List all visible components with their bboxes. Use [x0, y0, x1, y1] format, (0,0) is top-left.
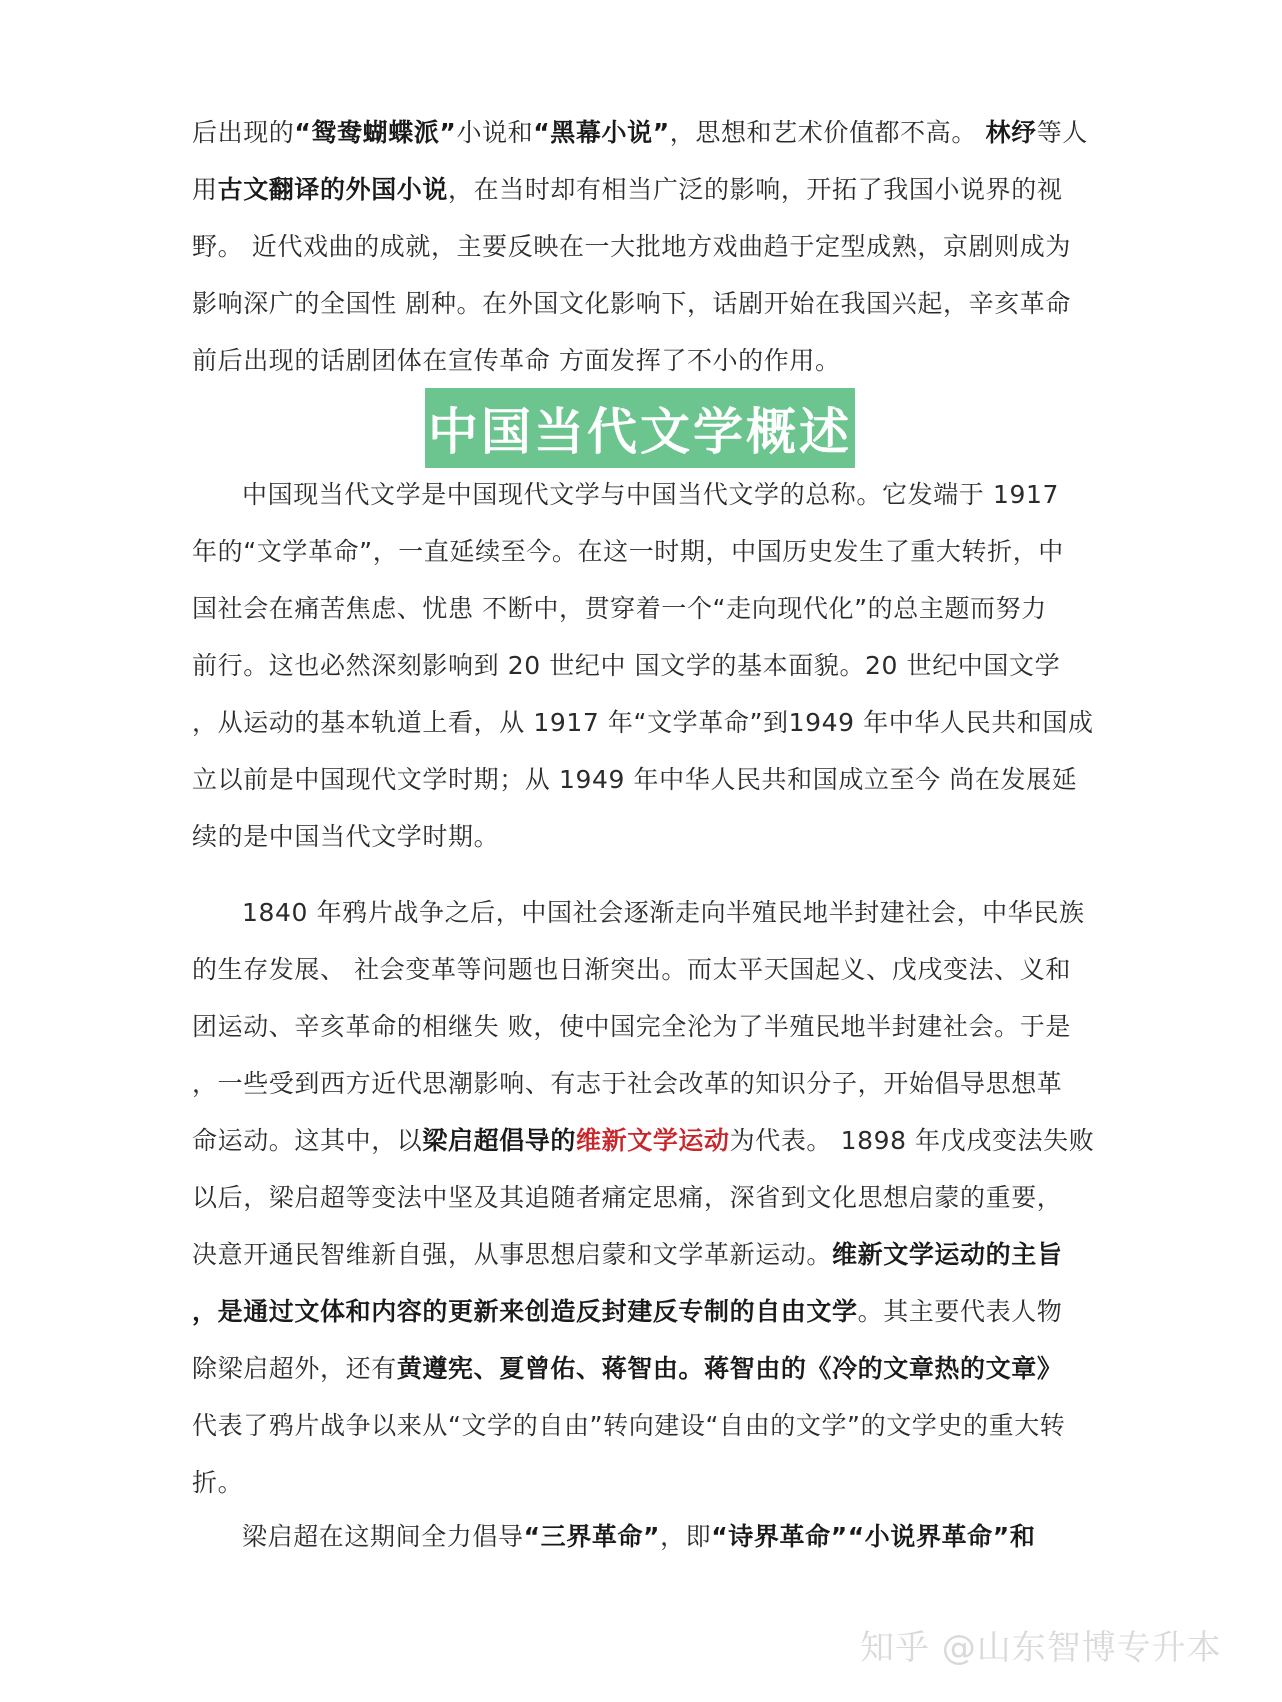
- bold-term: 古文翻译的外国小说: [217, 175, 449, 204]
- text-line: [192, 1508, 1112, 1565]
- paragraph-overview: [192, 466, 1112, 865]
- text-line: [192, 1226, 1112, 1283]
- text-line: ，从运动的基本轨道上看，从 1917 年“文学革命”到1949 年中华人民共和国成: [192, 708, 1094, 737]
- text-line: 代表了鸦片战争以来从“文学的自由”转向建设“自由的文学”的文学史的重大转: [192, 1411, 1066, 1440]
- text-line: 野。 近代戏曲的成就，主要反映在一大批地方戏曲趋于定型成熟，京剧则成为: [192, 232, 1071, 261]
- section-heading: 中国当代文学概述: [428, 403, 852, 461]
- bold-term: “三界革命”: [523, 1522, 661, 1551]
- text-line: [192, 161, 1112, 218]
- bold-term: ，是通过文体和内容的更新来创造反封建反专制的自由文学: [192, 1297, 858, 1326]
- text-line: 前行。这也必然深刻影响到 20 世纪中 国文学的基本面貌。20 世纪中国文学: [192, 651, 1061, 680]
- bold-term: 林纾: [985, 118, 1037, 147]
- text-span: 等人: [1036, 118, 1088, 147]
- text-span: ，即: [660, 1522, 712, 1551]
- text-line: 折。: [192, 1468, 244, 1497]
- text-line: 团运动、辛亥革命的相继失 败，使中国完全沦为了半殖民地半封建社会。于是: [192, 1012, 1071, 1041]
- text-line: 续的是中国当代文学时期。: [192, 822, 500, 851]
- section-heading-banner: [425, 388, 855, 468]
- highlight-term: 维新文学运动: [576, 1126, 730, 1155]
- text-line: 前后出现的话剧团体在宣传革命 方面发挥了不小的作用。: [192, 346, 841, 375]
- text-line: [192, 1283, 1112, 1340]
- text-line: 中国现当代文学是中国现代文学与中国当代文学的总称。它发端于 1917: [242, 480, 1059, 509]
- paragraph-three-revolutions: [192, 1508, 1112, 1565]
- text-span: 。其主要代表人物: [857, 1297, 1063, 1326]
- text-span: 除梁启超外，还有: [192, 1354, 397, 1383]
- text-span: ，思想和艺术价值都不高。: [669, 118, 986, 147]
- text-line: ，一些受到西方近代思潮影响、有志于社会改革的知识分子，开始倡导思想革: [192, 1069, 1063, 1098]
- text-line: 以后，梁启超等变法中坚及其追随者痛定思痛，深省到文化思想启蒙的重要，: [192, 1183, 1063, 1212]
- text-span: 用: [192, 175, 218, 204]
- bold-term: 和: [1009, 1522, 1036, 1551]
- text-span: 后出现的: [192, 118, 295, 147]
- text-line: 的生存发展、 社会变革等问题也日渐突出。而太平天国起义、戊戌变法、义和: [192, 955, 1071, 984]
- text-line: 影响深广的全国性 剧种。在外国文化影响下，话剧开始在我国兴起，辛亥革命: [192, 289, 1071, 318]
- bold-term: 黄遵宪、夏曾佑、蒋智由。蒋智由的《冷的文章热的文章》: [396, 1354, 1063, 1383]
- bold-term: “黑幕小说”: [533, 118, 670, 147]
- text-line: 年的“文学革命”，一直延续至今。在这一时期，中国历史发生了重大转折，中: [192, 537, 1064, 566]
- text-span: 梁启超在这期间全力倡导: [242, 1522, 524, 1551]
- bold-term: “鸳鸯蝴蝶派”: [294, 118, 457, 147]
- bold-term: “诗界革命”“小说界革命”: [711, 1522, 1010, 1551]
- text-line: [192, 104, 1112, 161]
- watermark-text: 知乎 @山东智博专升本: [860, 1628, 1222, 1668]
- bold-term: 梁启超倡导的: [422, 1126, 577, 1155]
- text-line: 立以前是中国现代文学时期；从 1949 年中华人民共和国成立至今 尚在发展延: [192, 765, 1078, 794]
- paragraph-late-qing-fiction: [192, 104, 1112, 389]
- text-span: 命运动。这其中，以: [192, 1126, 423, 1155]
- text-line: [192, 1112, 1112, 1169]
- text-span: ，在当时却有相当广泛的影响，开拓了我国小说界的视: [448, 175, 1063, 204]
- bold-term: 维新文学运动的主旨: [832, 1240, 1063, 1269]
- text-span: 决意开通民智维新自强，从事思想启蒙和文学革新运动。: [192, 1240, 833, 1269]
- paragraph-reform-literature: [192, 884, 1112, 1511]
- text-line: [192, 1340, 1112, 1397]
- text-span: 为代表。 1898 年戊戌变法失败: [729, 1126, 1095, 1155]
- text-line: 国社会在痛苦焦虑、忧患 不断中，贯穿着一个“走向现代化”的总主题而努力: [192, 594, 1047, 623]
- text-line: 1840 年鸦片战争之后，中国社会逐渐走向半殖民地半封建社会，中华民族: [242, 898, 1085, 927]
- text-span: 小说和: [456, 118, 534, 147]
